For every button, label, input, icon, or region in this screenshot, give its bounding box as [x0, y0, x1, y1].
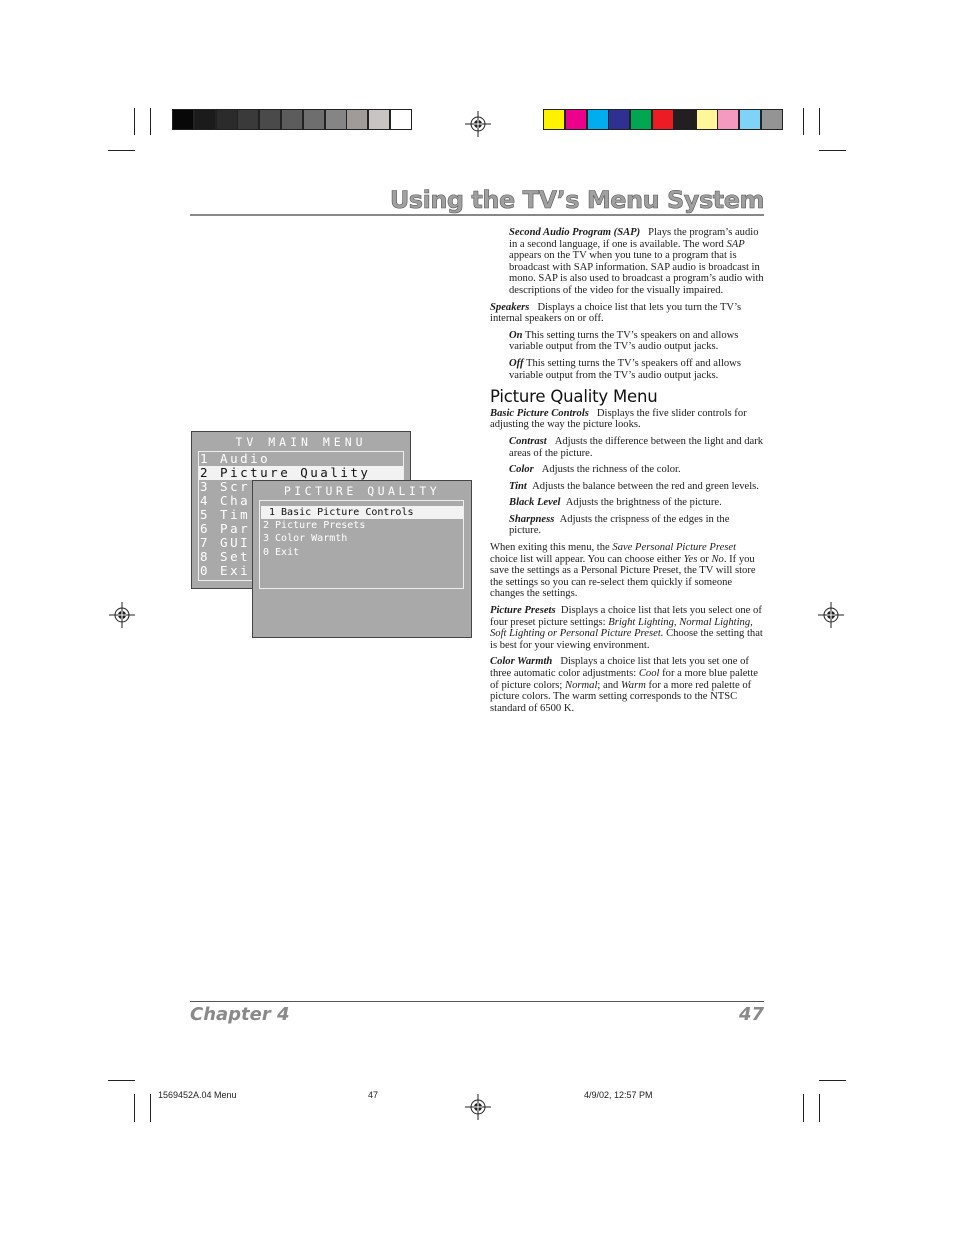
- exit-text: or: [697, 553, 712, 565]
- warmth-italic: Cool: [638, 668, 660, 679]
- on-term: On: [509, 329, 523, 341]
- speakers-paragraph: [490, 302, 764, 325]
- warmth-text: for a more blue palette of picture colors;: [490, 668, 759, 691]
- sap-term: Second Audio Program (SAP): [509, 227, 641, 238]
- exit-italic: Yes: [683, 553, 698, 565]
- pq-menu-item-selected[interactable]: 1 Basic Picture Controls: [261, 506, 463, 519]
- control-term: Color: [509, 464, 534, 476]
- color-swatch: [652, 109, 674, 130]
- control-tint: [490, 481, 764, 493]
- control-term: Tint: [509, 480, 527, 492]
- control-text: Adjusts the balance between the red and green levels.: [532, 480, 759, 492]
- slug-date: 4/9/02, 12:57 PM: [584, 1090, 653, 1100]
- pq-menu-item[interactable]: 2 Picture Presets: [263, 520, 366, 531]
- gray-swatch: [237, 109, 259, 130]
- control-term: Contrast: [509, 435, 547, 447]
- gray-swatch: [368, 109, 390, 130]
- footer-rule: [190, 1001, 764, 1002]
- basic-controls-term: Basic Picture Controls: [490, 407, 589, 419]
- exit-text: When exiting this menu, the: [490, 542, 613, 554]
- gray-swatch: [303, 109, 325, 130]
- main-menu-item[interactable]: 4 Cha: [200, 493, 251, 508]
- speakers-term: Speakers: [490, 301, 530, 313]
- warmth-text: ; and: [597, 679, 621, 691]
- on-text: This setting turns the TV’s speakers on and allows variable output from the TV’s audio output jacks.: [509, 329, 739, 353]
- off-term: Off: [509, 357, 524, 369]
- main-menu-item[interactable]: 7 GUI: [200, 535, 251, 550]
- speakers-off-paragraph: [490, 358, 764, 381]
- warmth-text: for a more red palette of picture colors. The warm setting corresponds to the NTSC standard of 6500 K.: [490, 679, 752, 714]
- exit-italic: No: [711, 553, 724, 565]
- pq-menu-item[interactable]: 3 Color Warmth: [263, 533, 348, 544]
- sap-text: appears on the TV when you tune to a program that is broadcast with SAP information. SAP audio is broadcast in mono. SAP is also used to broadcast a program’s audio with descriptions of the video for the visually impaired.: [509, 250, 764, 296]
- picture-presets-paragraph: [490, 605, 764, 651]
- gray-swatch: [325, 109, 347, 130]
- registration-mark-icon: [465, 1094, 491, 1120]
- chapter-label: Chapter 4: [190, 1004, 290, 1025]
- registration-mark-icon: [465, 111, 491, 137]
- warmth-italic: Warm: [620, 679, 646, 691]
- warmth-text: Displays a choice list that lets you set one of three automatic color adjustments:: [490, 656, 749, 679]
- slug-page: 47: [368, 1090, 379, 1100]
- main-menu-item-selected[interactable]: 2 Picture Quality: [199, 466, 403, 480]
- presets-text: Choose the setting that is best for your viewing environment.: [490, 628, 763, 651]
- warmth-italic: Normal: [565, 679, 598, 691]
- off-text: This setting turns the TV’s speakers off and allows variable output from the TV’s audio output jacks.: [509, 357, 741, 381]
- color-swatch: [761, 109, 783, 130]
- color-swatch: [608, 109, 630, 130]
- main-menu-item[interactable]: 5 Tim: [200, 507, 251, 522]
- exit-text: . If you save the settings as a Personal Picture Preset, the TV will store the settings so you can re-select them quickly if someone changes the settings.: [490, 553, 756, 600]
- color-swatch: [543, 109, 565, 130]
- gray-swatch: [346, 109, 368, 130]
- gray-swatch: [259, 109, 281, 130]
- basic-controls-paragraph: [490, 408, 764, 431]
- slug-filename: 1569452A.04 Menu: [158, 1090, 237, 1100]
- basic-controls-text: Displays the five slider controls for adjusting the way the picture looks.: [490, 407, 747, 431]
- main-menu-item[interactable]: 1 Audio: [200, 451, 271, 466]
- main-menu-item[interactable]: 8 Set: [200, 549, 251, 564]
- control-text: Adjusts the brightness of the picture.: [565, 497, 722, 509]
- exit-paragraph: [490, 542, 764, 600]
- main-menu-item[interactable]: 6 Par: [200, 521, 251, 536]
- presets-term: Picture Presets: [490, 605, 556, 617]
- control-color: [490, 464, 764, 476]
- picture-quality-menu: [252, 480, 472, 638]
- pq-menu-title: PICTURE QUALITY: [283, 484, 441, 498]
- warmth-term: Color Warmth: [490, 656, 553, 668]
- control-contrast: [490, 436, 764, 459]
- color-swatch: [630, 109, 652, 130]
- control-term: Sharpness: [509, 513, 555, 525]
- color-swatch: [696, 109, 718, 130]
- gray-swatch: [216, 109, 238, 130]
- color-swatch: [674, 109, 696, 130]
- gray-swatch: [194, 109, 216, 130]
- control-text: Adjusts the crispness of the edges in the picture.: [509, 513, 730, 537]
- control-term: Black Level: [509, 497, 561, 509]
- picture-quality-heading: Picture Quality Menu: [490, 387, 658, 407]
- control-black-level: [490, 497, 764, 509]
- color-swatch: [587, 109, 609, 130]
- speakers-text: Displays a choice list that lets you turn the TV’s internal speakers on or off.: [490, 301, 742, 325]
- sap-text: Plays the program’s audio in a second language, if one is available. The word: [509, 227, 759, 250]
- control-sharpness: [490, 514, 764, 537]
- color-swatch: [565, 109, 587, 130]
- title-rule: [190, 214, 764, 216]
- body-text-column: [490, 227, 764, 719]
- control-text: Adjusts the difference between the light and dark areas of the picture.: [509, 435, 764, 459]
- exit-text: choice list will appear. You can choose either: [490, 553, 684, 565]
- speakers-on-paragraph: [490, 330, 764, 353]
- sap-paragraph: [490, 227, 764, 297]
- main-menu-item[interactable]: 0 Exi: [200, 563, 251, 578]
- registration-mark-icon: [818, 602, 844, 628]
- page-number: 47: [738, 1004, 764, 1025]
- gray-swatch: [281, 109, 303, 130]
- sap-word: SAP: [726, 238, 745, 250]
- color-swatch: [739, 109, 761, 130]
- color-warmth-paragraph: [490, 656, 764, 714]
- pq-menu-item[interactable]: 0 Exit: [263, 547, 300, 558]
- gray-swatch: [390, 109, 412, 130]
- presets-italic: Bright Lighting, Normal Lighting, Soft Lighting or Personal Picture Preset.: [490, 616, 753, 640]
- main-menu-item[interactable]: 3 Scr: [200, 479, 251, 494]
- main-menu-title: TV MAIN MENU: [235, 435, 367, 449]
- gray-swatch: [172, 109, 194, 130]
- page-title: Using the TV’s Menu System: [389, 186, 764, 214]
- presets-text: Displays a choice list that lets you select one of four preset picture settings:: [490, 605, 762, 628]
- color-swatch: [717, 109, 739, 130]
- exit-italic: Save Personal Picture Preset: [612, 542, 737, 554]
- control-text: Adjusts the richness of the color.: [541, 464, 681, 476]
- registration-mark-icon: [109, 602, 135, 628]
